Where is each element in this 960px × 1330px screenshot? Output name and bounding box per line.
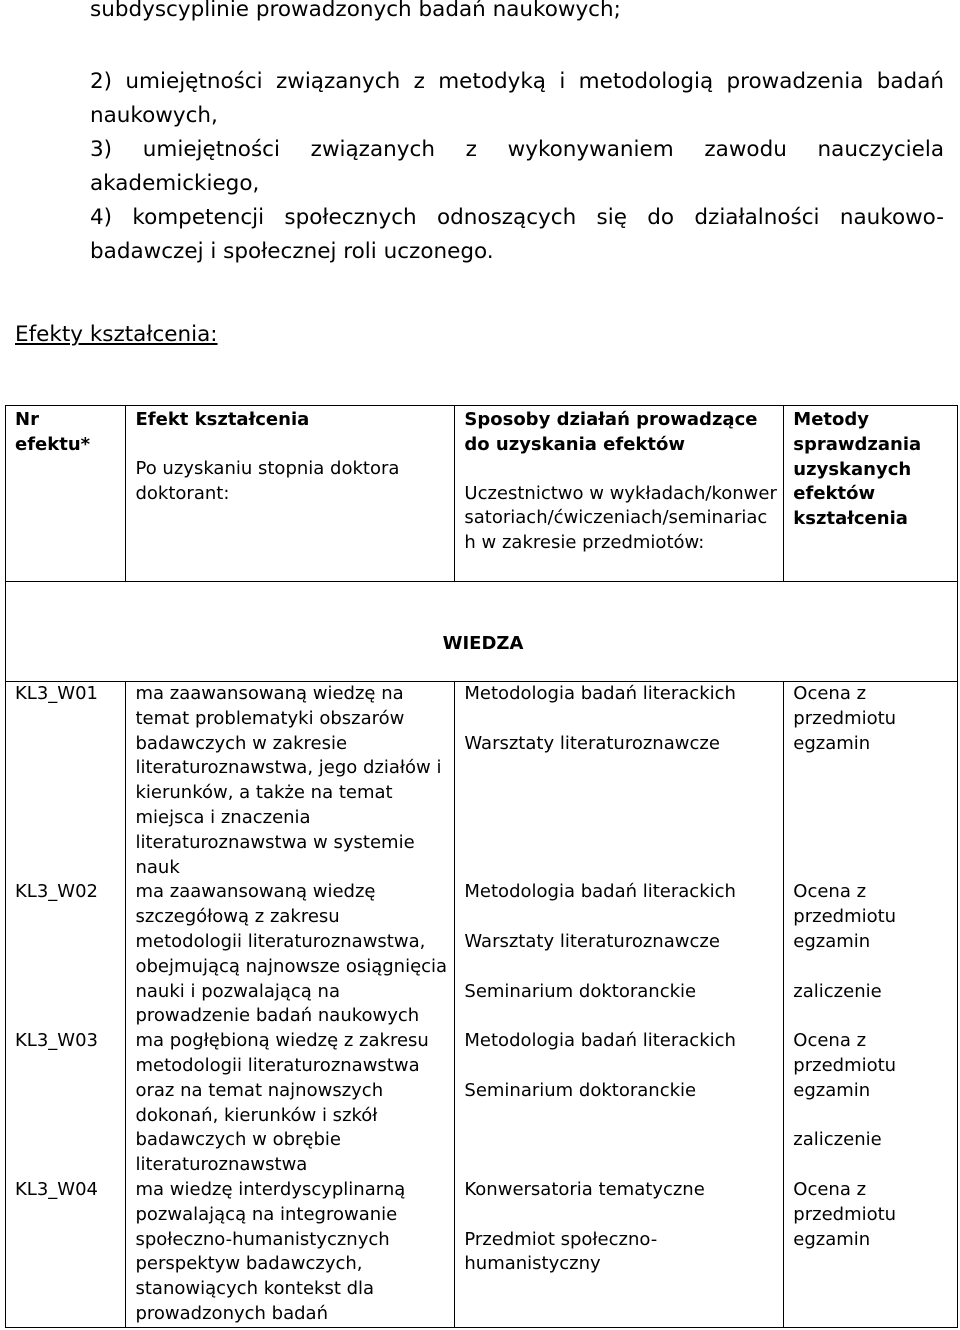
header-methods: Sposoby działań prowadzące do uzyskania efektów Uczestnictwo w wykładach/konwersatoriach/ćwiczeniach/seminariach w zakresie przedmiotów:: [455, 406, 784, 582]
table-header-row: [6, 406, 958, 582]
intro-line-0: subdyscyplinie prowadzonych badań naukowych;: [90, 0, 621, 22]
effect-description: ma zaawansowaną wiedzę na temat problematyki obszarów badawczych w zakresie literaturoznawstwa, jego działów i kierunków, a także na temat miejsca i znaczenia literaturoznawstwa w systemie nauk: [126, 682, 455, 881]
check-item: zaliczenie: [793, 1129, 882, 1151]
effect-id: KL3_W03: [6, 1029, 126, 1178]
table-row: [6, 1029, 958, 1178]
intro-item-2: 2) umiejętności związanych z metodyką i metodologią prowadzenia badań naukowych,: [90, 69, 944, 128]
effect-checks: [784, 1029, 958, 1178]
effect-methods: [455, 1178, 784, 1327]
method-item: Warsztaty literaturoznawcze: [464, 732, 720, 754]
effect-id: KL3_W04: [6, 1178, 126, 1327]
effect-checks: [784, 1178, 958, 1327]
method-item: Przedmiot społeczno-humanistyczny: [464, 1228, 658, 1275]
section-row: [6, 582, 958, 682]
check-item: Ocena z przedmiotu egzamin: [793, 1178, 897, 1250]
section-wiedza: WIEDZA: [6, 582, 958, 682]
effect-checks: [784, 682, 958, 881]
method-item: Warsztaty literaturoznawcze: [464, 930, 720, 952]
effect-id: KL3_W01: [6, 682, 126, 881]
effect-description: ma pogłębioną wiedzę z zakresu metodologii literaturoznawstwa oraz na temat najnowszych dokonań, kierunków i szkół badawczych w obrębie literaturoznawstwa: [126, 1029, 455, 1178]
check-item: zaliczenie: [793, 980, 882, 1002]
effect-methods: [455, 880, 784, 1029]
header-checks: Metody sprawdzania uzyskanych efektów kształcenia: [784, 406, 958, 582]
table-row: [6, 1178, 958, 1327]
table-row: [6, 682, 958, 881]
method-item: Konwersatoria tematyczne: [464, 1178, 705, 1200]
method-item: Seminarium doktoranckie: [464, 1079, 697, 1101]
header-nr: Nr efektu*: [6, 406, 126, 582]
method-item: Seminarium doktoranckie: [464, 980, 697, 1002]
table-row: [6, 880, 958, 1029]
effects-table: [5, 405, 958, 1328]
check-item: Ocena z przedmiotu egzamin: [793, 683, 897, 754]
header-effect: Efekt kształcenia Po uzyskaniu stopnia doktora doktorant:: [126, 406, 455, 582]
intro-item-3: 3) umiejętności związanych z wykonywaniem zawodu nauczyciela akademickiego,: [90, 137, 944, 196]
effect-methods: [455, 682, 784, 881]
effect-description: ma zaawansowaną wiedzę szczegółową z zakresu metodologii literaturoznawstwa, obejmującą najnowsze osiągnięcia nauki i pozwalającą na prowadzenie badań naukowych: [126, 880, 455, 1029]
check-item: Ocena z przedmiotu egzamin: [793, 881, 897, 952]
effect-description: ma wiedzę interdyscyplinarną pozwalającą na integrowanie społeczno-humanistycznych perspektyw badawczych, stanowiących kontekst dla prowadzonych badań: [126, 1178, 455, 1327]
intro-list: [90, 65, 944, 269]
check-item: Ocena z przedmiotu egzamin: [793, 1030, 897, 1101]
method-item: Metodologia badań literackich: [464, 1030, 736, 1052]
effect-methods: [455, 1029, 784, 1178]
section-heading: Efekty kształcenia:: [15, 322, 218, 347]
effect-id: KL3_W02: [6, 880, 126, 1029]
intro-item-4: 4) kompetencji społecznych odnoszących się do działalności naukowo-badawczej i społecznej roli uczonego.: [90, 205, 944, 264]
effect-checks: [784, 880, 958, 1029]
method-item: Metodologia badań literackich: [464, 881, 736, 903]
method-item: Metodologia badań literackich: [464, 683, 736, 704]
